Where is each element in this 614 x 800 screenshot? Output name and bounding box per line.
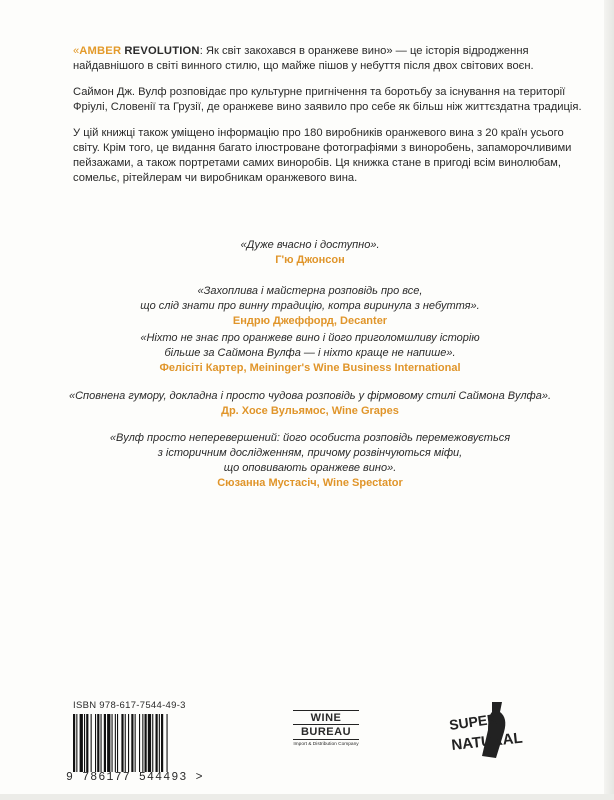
supernatural-word2: NATURAL [450, 729, 524, 754]
barcode-bar [91, 714, 92, 772]
barcode-digits: 9 786177 544493 > [66, 771, 204, 784]
review-text: «Дуже вчасно і доступно». [240, 239, 380, 251]
brand-revolution: REVOLUTION [124, 45, 200, 57]
barcode-bar [148, 714, 151, 772]
review-item [60, 284, 560, 329]
barcode-bar [135, 714, 136, 772]
supernatural-word1: SUPER [448, 710, 499, 733]
review-text: що слід знати про винну традицію, котра виринула з небуття». [140, 300, 480, 312]
intro-text: : Як світ закохався в оранжеве вино» — це історія відродження найдавнішого в світі винного стилю, що майже пішов у небуття після двох світових воєн. [73, 45, 534, 72]
paragraph-three: У цій книжці також уміщено інформацію про 180 виробників оранжевого вина з 20 країн усього світу. Крім того, це видання багато ілюстроване фотографіями з виноробень, запаморочливими пейзажами, а також портретами самих виноробів. Ця книжка стане в пригоді всім винолюбам, сомельє, рітейлерам чи виробникам оранжевого вина. [73, 127, 572, 184]
review-text: «Ніхто не знає про оранжеве вино і його приголомшливу історію [140, 332, 480, 344]
review-text: «Захоплива і майстерна розповідь про все, [197, 285, 423, 297]
review-text: з історичним дослідженням, причому розвінчуються міфи, [157, 447, 463, 459]
barcode-bar [107, 714, 110, 772]
review-item [60, 331, 560, 376]
review-item [60, 431, 560, 491]
barcode-bar [80, 714, 83, 772]
wine-bureau-main: BUREAU [293, 724, 359, 740]
barcode [73, 714, 223, 772]
barcode-bar [76, 714, 77, 772]
review-item [60, 389, 560, 419]
barcode-bar [121, 714, 123, 772]
review-author: Сюзанна Мустасіч, Wine Spectator [217, 477, 403, 489]
review-author: Ендрю Джеффорд, Decanter [232, 315, 388, 327]
review-author: Фелісіті Картер, Meininger's Wine Business International [159, 362, 461, 374]
barcode-bar [115, 714, 116, 772]
barcode-bar [95, 714, 96, 772]
barcode-bar [167, 714, 168, 772]
barcode-bar [161, 714, 163, 772]
barcode-bar [145, 714, 147, 772]
barcode-bar [97, 714, 99, 772]
barcode-bar [117, 714, 118, 772]
barcode-bar [128, 714, 129, 772]
book-spine-edge [604, 0, 614, 800]
wine-bureau-top: WINE [293, 710, 359, 724]
review-text: більше за Саймона Вулфа — і ніхто краще не напише». [164, 347, 456, 359]
barcode-bar [84, 714, 85, 772]
brand-amber: AMBER [79, 45, 122, 57]
review-text: що оповивають оранжеве вино». [223, 462, 397, 474]
barcode-bar [86, 714, 88, 772]
barcode-bar [131, 714, 133, 772]
supernatural-logo [448, 694, 538, 764]
barcode-bar [125, 714, 126, 772]
review-text: «Сповнена гумору, докладна і просто чудова розповідь у фірмовому стилі Саймона Вулфа». [68, 390, 552, 402]
wine-bureau-tagline: Import & Distribution Company [293, 742, 359, 747]
barcode-bar [159, 714, 160, 772]
barcode-bar [139, 714, 140, 772]
wine-bureau-logo [293, 710, 359, 747]
isbn-label: ISBN 978-617-7544-49-3 [73, 700, 186, 711]
intro-open-quote: « [73, 45, 80, 57]
book-bottom-edge [0, 794, 614, 800]
barcode-bar [112, 714, 113, 772]
barcode-bar [101, 714, 102, 772]
barcode-bar [73, 714, 75, 772]
review-author: Г'ю Джонсон [275, 254, 345, 266]
barcode-bar [156, 714, 158, 772]
barcode-bar [142, 714, 143, 772]
review-item [60, 238, 560, 268]
review-author: Др. Хосе Вульямос, Wine Grapes [221, 405, 399, 417]
paragraph-two: Саймон Дж. Вулф розповідає про культурне пригнічення та боротьбу за існування на території Фріулі, Словенії та Грузії, де оранжеве вино заявило про себе як більш ніж життєздатна традиція. [73, 86, 582, 113]
intro-paragraph [73, 44, 583, 74]
review-text: «Вулф просто неперевершений: його особиста розповідь перемежовується [109, 432, 511, 444]
barcode-bar [152, 714, 153, 772]
barcode-bar [104, 714, 106, 772]
